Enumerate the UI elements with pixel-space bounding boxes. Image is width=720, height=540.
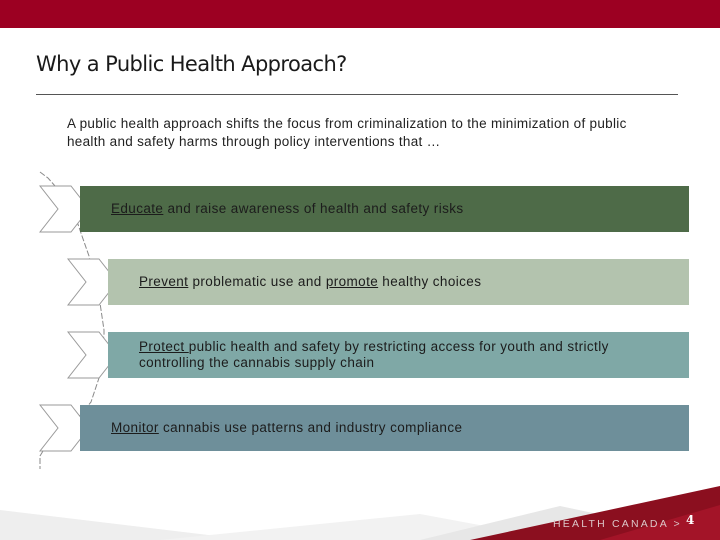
band-rest: public health and safety by restricting access for youth and strictly controlling the cannabis supply chain	[139, 339, 609, 370]
band-rest: and raise awareness of health and safety risks	[163, 201, 464, 216]
band-keyword: Monitor	[111, 420, 159, 435]
band-keyword: Prevent	[139, 274, 189, 289]
band-rest: cannabis use patterns and industry compliance	[158, 420, 463, 435]
intro-text: A public health approach shifts the focus from criminalization to the minimization of public health and safety harms through policy interventions that …	[67, 116, 627, 149]
band-rest: problematic use and	[188, 274, 326, 289]
band-keyword: Educate	[111, 201, 164, 216]
band-rest-secondary: healthy choices	[378, 274, 482, 289]
slide-title: Why a Public Health Approach?	[36, 52, 347, 76]
page-number: 4	[686, 513, 695, 527]
band-keyword: Protect	[139, 339, 189, 354]
band-keyword-secondary: promote	[325, 274, 379, 289]
health-canada-brand: HEALTH CANADA >	[553, 518, 682, 530]
